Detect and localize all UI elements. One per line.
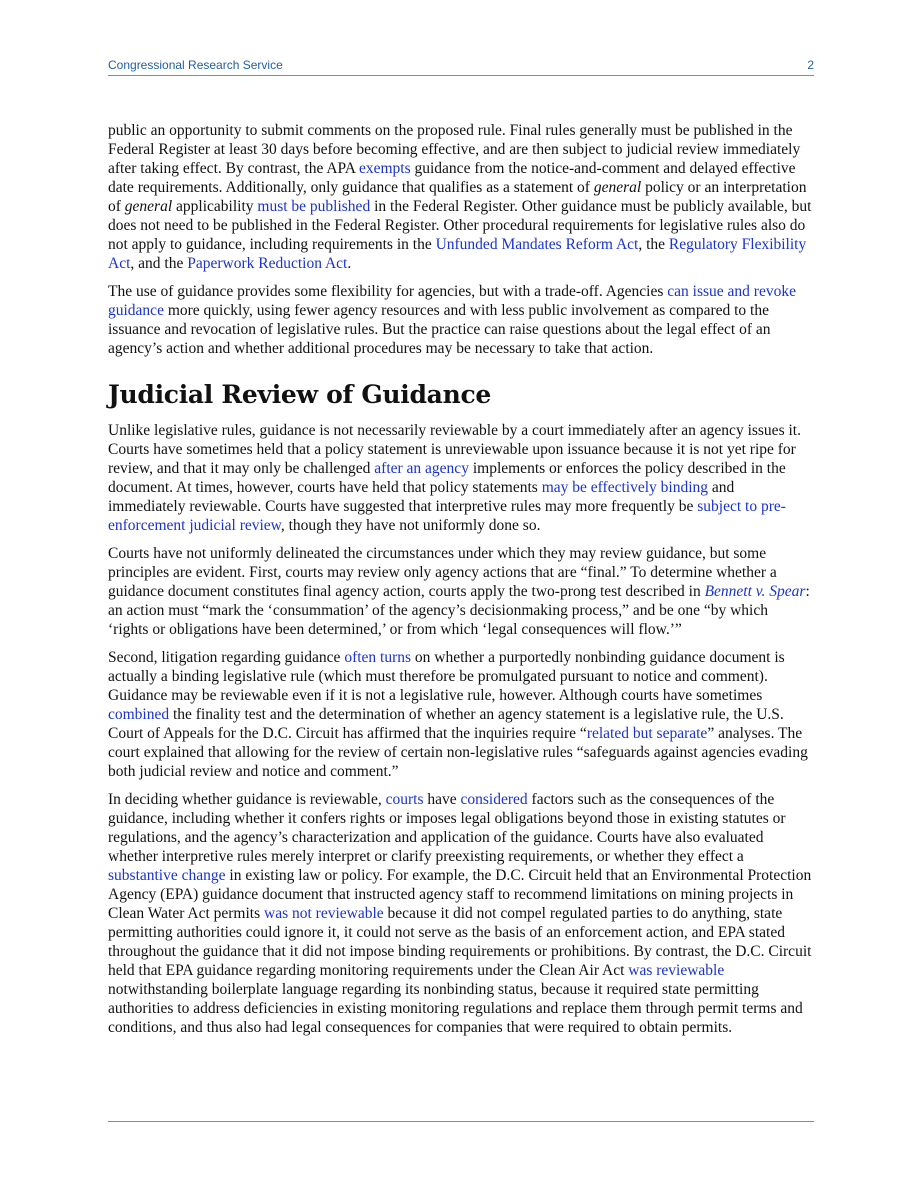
- paragraph: Courts have not uniformly delineated the circumstances under which they may review guidance, but some principles are evident. First, courts may review only agency actions that are “final.” To determine whether a guidance document constitutes final agency action, courts apply the two-prong test described in Bennett v. Spear: an action must “mark the ‘consummation’ of the agency’s decisionmaking process,” and be one “by which ‘rights or obligations have been determined,’ or from which ‘legal consequences will flow.’”: [108, 545, 810, 638]
- link-substantive-change[interactable]: substantive change: [108, 867, 226, 884]
- link-often-turns[interactable]: often turns: [344, 649, 412, 666]
- paragraph: Unlike legislative rules, guidance is not necessarily reviewable by a court immediately after an agency issues it. Courts have sometimes held that a policy statement is unreviewable upon issuance because it is not yet ripe for review, and that it may only be challenged after an agency implements or enforces the policy described in the document. At times, however, courts have held that policy statements may be effectively binding and immediately reviewable. Courts have suggested that interpretive rules may more frequently be subject to pre-enforcement judicial review, though they have not uniformly done so.: [108, 422, 801, 534]
- page-number: 2: [807, 58, 814, 72]
- section-heading: Judicial Review of Guidance: [108, 380, 491, 409]
- header-rule: [108, 75, 814, 76]
- link-can-issue-and-revoke-guidance[interactable]: can issue and revoke guidance: [108, 283, 796, 319]
- link-was-reviewable[interactable]: was reviewable: [628, 962, 725, 979]
- paragraph: public an opportunity to submit comments on the proposed rule. Final rules generally must be published in the Federal Register at least 30 days before becoming effective, and are then subject to judicial review immediately after taking effect. By contrast, the APA exempts guidance from the notice-and-comment and delayed effective date requirements. Additionally, only guidance that qualifies as a statement of general policy or an interpretation of general applicability must be published in the Federal Register. Other guidance must be publicly available, but does not need to be published in the Federal Register. Other procedural requirements for legislative rules also do not apply to guidance, including requirements in the Unfunded Mandates Reform Act, the Regulatory Flexibility Act, and the Paperwork Reduction Act.: [108, 122, 812, 272]
- document-body: [108, 121, 812, 1046]
- page-header: [108, 58, 814, 74]
- link-courts[interactable]: courts: [385, 791, 424, 808]
- link-considered[interactable]: considered: [460, 791, 528, 808]
- link-after-an-agency[interactable]: after an agency: [374, 460, 469, 477]
- link-paperwork-reduction-act[interactable]: Paperwork Reduction Act: [187, 255, 348, 272]
- link-combined[interactable]: combined: [108, 706, 170, 723]
- link-may-be-effectively-binding[interactable]: may be effectively binding: [541, 479, 709, 496]
- link-bennett-v-spear[interactable]: Bennett v. Spear: [704, 583, 806, 600]
- footer-rule: [108, 1121, 814, 1122]
- link-regulatory-flexibility-act[interactable]: Regulatory Flexibility Act: [108, 236, 807, 272]
- paragraph: Second, litigation regarding guidance often turns on whether a purportedly nonbinding guidance document is actually a binding legislative rule (which must therefore be promulgated pursuant to notice and comment). Guidance may be reviewable even if it is not a legislative rule, however. Although courts have sometimes combined the finality test and the determination of whether an agency statement is a legislative rule, the U.S. Court of Appeals for the D.C. Circuit has affirmed that the inquiries require “related but separate” analyses. The court explained that allowing for the review of certain non-legislative rules “safeguards against agencies evading both judicial review and notice and comment.”: [108, 649, 808, 780]
- link-was-not-reviewable[interactable]: was not reviewable: [264, 905, 384, 922]
- emphasis: general: [593, 179, 642, 196]
- header-title: Congressional Research Service: [108, 58, 283, 72]
- link-exempts[interactable]: exempts: [358, 160, 411, 177]
- paragraph: In deciding whether guidance is reviewable, courts have considered factors such as the consequences of the guidance, including whether it confers rights or imposes legal obligations beyond those in existing statutes or regulations, and the agency’s characterization and application of the guidance. Courts have also evaluated whether interpretive rules merely interpret or clarify preexisting requirements, or whether they effect a substantive change in existing law or policy. For example, the D.C. Circuit held that an Environmental Protection Agency (EPA) guidance document that instructed agency staff to recommend limitations on mining projects in Clean Water Act permits was not reviewable because it did not compel regulated parties to do anything, state permitting authorities could ignore it, it could not serve as the basis of an enforcement action, and EPA stated throughout the guidance that it did not impose binding requirements or prohibitions. By contrast, the D.C. Circuit held that EPA guidance regarding monitoring requirements under the Clean Air Act was reviewable notwithstanding boilerplate language regarding its nonbinding status, because it required state permitting authorities to address deficiencies in existing monitoring regulations and replace them through permit terms and conditions, and thus also had legal consequences for companies that were required to obtain permits.: [108, 791, 812, 1036]
- link-unfunded-mandates-reform-act[interactable]: Unfunded Mandates Reform Act: [435, 236, 639, 253]
- paragraph: The use of guidance provides some flexibility for agencies, but with a trade-off. Agencies can issue and revoke guidance more quickly, using fewer agency resources and with less public involvement as compared to the issuance and revocation of legislative rules. But the practice can raise questions about the legal effect of an agency’s action and whether additional procedures may be necessary to take that action.: [108, 283, 796, 357]
- link-subject-to-pre-enforcement-judicial-review[interactable]: subject to pre-enforcement judicial review: [108, 498, 786, 534]
- emphasis: general: [124, 198, 173, 215]
- link-must-be-published[interactable]: must be published: [257, 198, 371, 215]
- link-related-but-separate[interactable]: related but separate: [586, 725, 708, 742]
